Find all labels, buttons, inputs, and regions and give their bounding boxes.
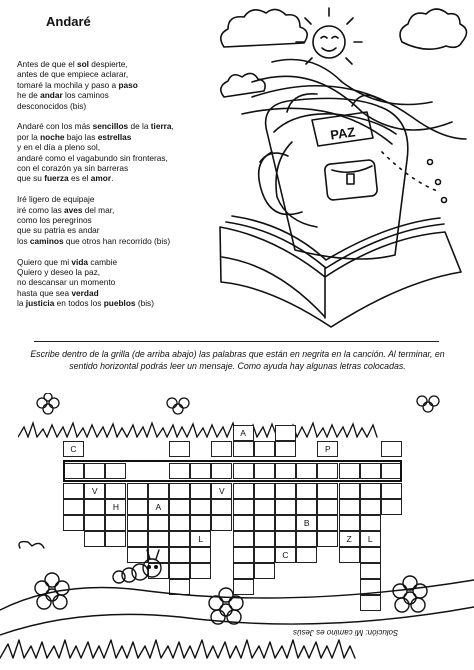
grid-cell[interactable] — [63, 499, 84, 515]
grid-cell[interactable] — [211, 499, 232, 515]
lyric-text: he de — [17, 90, 41, 101]
grid-cell[interactable] — [211, 441, 232, 457]
backpack-label: PAZ — [329, 124, 357, 143]
lyric-text: los caminos — [62, 90, 109, 101]
grid-cell[interactable]: C — [63, 441, 84, 457]
grid-cell[interactable] — [148, 515, 169, 531]
grid-cell[interactable] — [63, 483, 84, 499]
grid-cell[interactable] — [169, 515, 190, 531]
lyric-text: por la — [17, 131, 41, 142]
lyric-text: iré como las — [17, 204, 65, 215]
grid-cell[interactable] — [360, 515, 381, 531]
bold-keyword: vida — [71, 256, 89, 267]
lyric-text: los — [17, 235, 30, 246]
grid-cell[interactable] — [233, 441, 254, 457]
grid-cell[interactable] — [105, 515, 126, 531]
lyric-text: y en el día a pleno sol, — [17, 142, 101, 153]
grid-cell[interactable] — [127, 515, 148, 531]
lyric-text: Quiero que mi — [17, 256, 72, 267]
grid-cell[interactable] — [169, 441, 190, 457]
grid-cell-hint[interactable]: L — [360, 531, 381, 547]
grid-cell[interactable] — [169, 483, 190, 499]
grid-cell-hint[interactable]: C — [275, 547, 296, 563]
bottom-decoration — [0, 540, 474, 670]
lyric-text: la — [17, 298, 26, 309]
lyric-text: es el — [68, 173, 91, 184]
grid-cell[interactable] — [254, 515, 275, 531]
lyric-text: como los peregrinos — [17, 215, 92, 226]
bold-keyword: sol — [76, 59, 89, 69]
lyric-text: . — [111, 173, 114, 184]
lyric-text: tomaré la mochila y paso a — [17, 79, 119, 90]
lyric-text: despierte, — [88, 59, 128, 69]
grid-cell[interactable] — [254, 483, 275, 499]
grid-cell[interactable] — [275, 499, 296, 515]
grid-cell[interactable] — [254, 441, 275, 457]
lyric-text: andaré como el vagabundo sin fronteras, — [17, 152, 168, 163]
solution-text: Solución: Mi camino es Jesús — [293, 628, 399, 637]
bold-keyword: tierra — [150, 121, 172, 132]
grid-cell[interactable] — [105, 483, 126, 499]
lyric-text: Andaré con los más — [17, 121, 93, 132]
bold-keyword: sencillos — [92, 121, 129, 132]
grid-cell[interactable] — [233, 483, 254, 499]
flower-right — [393, 576, 427, 612]
flower-left — [35, 573, 69, 609]
grid-cell[interactable] — [190, 499, 211, 515]
grid-cell[interactable] — [296, 483, 317, 499]
grid-cell[interactable] — [254, 499, 275, 515]
grid-cell[interactable]: A — [148, 499, 169, 515]
lyric-text: con el corazón ya sin barreras — [17, 163, 129, 174]
flower-middle — [209, 588, 243, 624]
lyric-text: cambie — [88, 256, 118, 267]
grid-cell[interactable] — [317, 499, 338, 515]
grid-cell[interactable] — [211, 515, 232, 531]
bold-keyword: noche — [40, 131, 65, 142]
grid-cell[interactable] — [233, 515, 254, 531]
lyric-text: antes de que empiece aclarar, — [17, 69, 129, 80]
grid-cell[interactable] — [169, 499, 190, 515]
lyric-text: de la — [128, 121, 151, 132]
grid-cell[interactable] — [360, 499, 381, 515]
lyric-text: desconocidos (bis) — [17, 100, 87, 111]
lyric-text: (bis) — [135, 298, 154, 309]
grid-cell[interactable] — [190, 483, 211, 499]
grid-cell[interactable]: V — [84, 483, 105, 499]
song-title: Andaré — [46, 14, 91, 29]
grid-cell[interactable]: V — [211, 483, 232, 499]
bold-keyword: pueblos — [103, 298, 136, 309]
grid-cell[interactable] — [84, 499, 105, 515]
message-row — [63, 460, 402, 482]
grid-cell[interactable] — [381, 441, 402, 457]
grid-cell[interactable]: Z — [339, 531, 360, 547]
grid-cell[interactable] — [127, 483, 148, 499]
grid-cell[interactable] — [275, 441, 296, 457]
lyric-text: que otros han recorrido (bis) — [63, 235, 171, 246]
bold-keyword: amor — [90, 173, 112, 184]
puzzle-instructions: Escribe dentro de la grilla (de arriba abajo) las palabras que están en negrita en la canción. Al terminar, en sentido horizontal podrás leer un mensaje. Como ayuda hay algunas letras colocadas. — [30, 349, 445, 371]
lyric-text: que su patria es andar — [17, 225, 100, 236]
lyric-text: del mar, — [82, 204, 115, 215]
bold-keyword: verdad — [71, 287, 99, 298]
bold-keyword: estrellas — [97, 131, 132, 142]
grid-cell[interactable]: P — [317, 441, 338, 457]
grid-cell[interactable] — [148, 483, 169, 499]
grid-cell-hint[interactable]: L — [190, 531, 211, 547]
grid-cell[interactable] — [275, 483, 296, 499]
grid-cell[interactable] — [84, 515, 105, 531]
lyric-text: Quiero y deseo la paz, — [17, 267, 101, 278]
grid-cell[interactable] — [63, 515, 84, 531]
bold-keyword: fuerza — [44, 173, 69, 184]
lyric-text: Antes de que el — [17, 59, 77, 69]
grid-cell[interactable] — [275, 515, 296, 531]
caterpillar — [113, 550, 161, 583]
grid-cell[interactable] — [233, 499, 254, 515]
lyric-text: hasta que sea — [17, 287, 72, 298]
bold-keyword: paso — [118, 79, 138, 90]
grid-cell[interactable]: B — [296, 515, 317, 531]
bold-keyword: andar — [40, 90, 63, 101]
grid-cell[interactable] — [317, 483, 338, 499]
lyric-text: Iré ligero de equipaje — [17, 194, 95, 205]
grid-cell[interactable]: A — [233, 425, 254, 441]
lyric-text: que su — [17, 173, 45, 184]
grid-cell[interactable] — [127, 499, 148, 515]
bold-keyword: caminos — [29, 235, 64, 246]
grid-cell[interactable] — [360, 483, 381, 499]
bold-keyword: justicia — [25, 298, 55, 309]
grid-cell[interactable] — [339, 515, 360, 531]
grid-cell[interactable] — [190, 515, 211, 531]
lyric-text: , — [171, 121, 174, 132]
lyric-text: en todos los — [54, 298, 104, 309]
grid-cell[interactable] — [381, 483, 402, 499]
grid-cell[interactable] — [275, 425, 296, 441]
grid-cell[interactable] — [339, 499, 360, 515]
bold-keyword: aves — [64, 204, 83, 215]
lyric-text: bajo las — [64, 131, 98, 142]
grid-cell[interactable] — [317, 515, 338, 531]
lyric-text: no descansar un momento — [17, 277, 116, 288]
grid-cell[interactable] — [381, 499, 402, 515]
grid-cell[interactable] — [296, 499, 317, 515]
grid-cell-hint[interactable]: H — [105, 499, 126, 515]
grid-cell[interactable] — [339, 483, 360, 499]
